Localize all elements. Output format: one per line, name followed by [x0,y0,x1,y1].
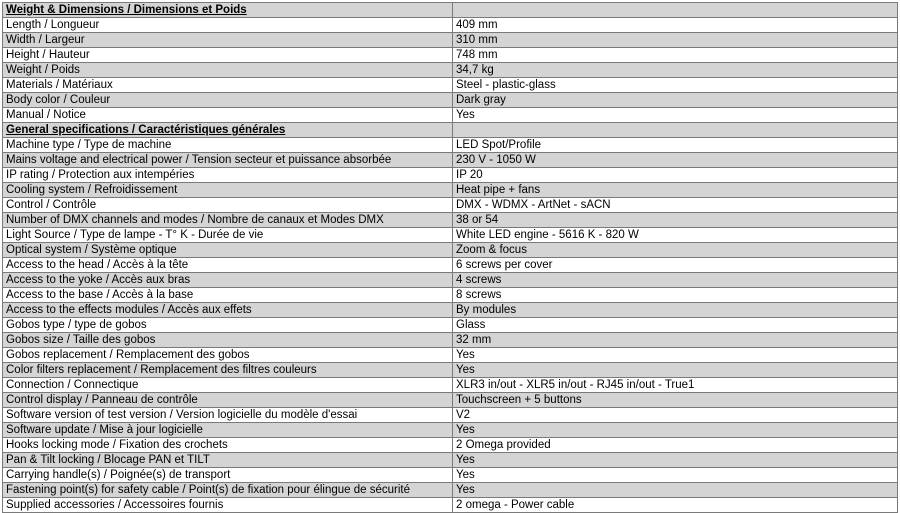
spec-value: 38 or 54 [453,213,898,228]
spec-value: Steel - plastic-glass [453,78,898,93]
spec-label: Materials / Matériaux [3,78,453,93]
spec-row [3,168,898,183]
spec-row [3,333,898,348]
spec-row [3,243,898,258]
spec-label: Access to the yoke / Accès aux bras [3,273,453,288]
spec-label: Color filters replacement / Remplacement des filtres couleurs [3,363,453,378]
spec-value: V2 [453,408,898,423]
spec-row [3,288,898,303]
spec-value: 8 screws [453,288,898,303]
spec-row [3,393,898,408]
spec-label: Width / Largeur [3,33,453,48]
spec-row [3,228,898,243]
spec-row [3,213,898,228]
spec-row [3,18,898,33]
section-header-row [3,3,898,18]
spec-value: Touchscreen + 5 buttons [453,393,898,408]
spec-label: Gobos replacement / Remplacement des gobos [3,348,453,363]
spec-row [3,363,898,378]
spec-label: Access to the effects modules / Accès aux effets [3,303,453,318]
spec-row [3,438,898,453]
spec-label: Supplied accessories / Accessoires fournis [3,498,453,513]
spec-row [3,273,898,288]
spec-label: Gobos size / Taille des gobos [3,333,453,348]
spec-label: Optical system / Système optique [3,243,453,258]
spec-value: IP 20 [453,168,898,183]
spec-value: DMX - WDMX - ArtNet - sACN [453,198,898,213]
spec-label: Mains voltage and electrical power / Tension secteur et puissance absorbée [3,153,453,168]
spec-row [3,318,898,333]
spec-value: 409 mm [453,18,898,33]
spec-value: 310 mm [453,33,898,48]
spec-row [3,408,898,423]
spec-value: 2 omega - Power cable [453,498,898,513]
spec-label: Manual / Notice [3,108,453,123]
spec-row [3,378,898,393]
spec-value: Heat pipe + fans [453,183,898,198]
spec-value: Yes [453,348,898,363]
spec-value: 2 Omega provided [453,438,898,453]
section-title: General specifications / Caractéristiques générales [3,123,453,138]
spec-row [3,108,898,123]
spec-value: LED Spot/Profile [453,138,898,153]
spec-value: Yes [453,483,898,498]
spec-value: 230 V - 1050 W [453,153,898,168]
spec-value: XLR3 in/out - XLR5 in/out - RJ45 in/out - True1 [453,378,898,393]
spec-label: Software version of test version / Version logicielle du modèle d'essai [3,408,453,423]
spec-label: Machine type / Type de machine [3,138,453,153]
section-title: Weight & Dimensions / Dimensions et Poids [3,3,453,18]
specifications-table [2,2,898,513]
spec-label: Gobos type / type de gobos [3,318,453,333]
spec-row [3,78,898,93]
spec-label: Carrying handle(s) / Poignée(s) de transport [3,468,453,483]
spec-row [3,348,898,363]
section-header-empty-cell [453,123,898,138]
spec-value: Yes [453,453,898,468]
spec-row [3,63,898,78]
spec-label: Connection / Connectique [3,378,453,393]
spec-value: Glass [453,318,898,333]
spec-value: 748 mm [453,48,898,63]
spec-value: 4 screws [453,273,898,288]
spec-label: Weight / Poids [3,63,453,78]
spec-value: White LED engine - 5616 K - 820 W [453,228,898,243]
spec-label: Number of DMX channels and modes / Nombre de canaux et Modes DMX [3,213,453,228]
spec-row [3,93,898,108]
section-header-row [3,123,898,138]
spec-row [3,48,898,63]
spec-label: Control display / Panneau de contrôle [3,393,453,408]
spec-row [3,198,898,213]
spec-label: Fastening point(s) for safety cable / Point(s) de fixation pour élingue de sécurité [3,483,453,498]
spec-label: Software update / Mise à jour logicielle [3,423,453,438]
spec-value: By modules [453,303,898,318]
spec-row [3,258,898,273]
spec-value: Yes [453,423,898,438]
specifications-table-body [3,3,898,513]
spec-value: Yes [453,363,898,378]
spec-label: Height / Hauteur [3,48,453,63]
spec-value: Yes [453,468,898,483]
spec-value: Zoom & focus [453,243,898,258]
spec-label: Control / Contrôle [3,198,453,213]
spec-row [3,183,898,198]
spec-row [3,138,898,153]
spec-row [3,498,898,513]
spec-row [3,453,898,468]
spec-value: 6 screws per cover [453,258,898,273]
spec-label: Pan & Tilt locking / Blocage PAN et TILT [3,453,453,468]
spec-value: 32 mm [453,333,898,348]
spec-row [3,423,898,438]
spec-label: Length / Longueur [3,18,453,33]
spec-label: Access to the head / Accès à la tête [3,258,453,273]
spec-row [3,468,898,483]
spec-label: Light Source / Type de lampe - T° K - Durée de vie [3,228,453,243]
spec-value: Yes [453,108,898,123]
spec-label: Access to the base / Accès à la base [3,288,453,303]
spec-label: Hooks locking mode / Fixation des crochets [3,438,453,453]
spec-row [3,483,898,498]
spec-value: Dark gray [453,93,898,108]
spec-row [3,303,898,318]
spec-row [3,153,898,168]
spec-label: Body color / Couleur [3,93,453,108]
spec-value: 34,7 kg [453,63,898,78]
spec-label: IP rating / Protection aux intempéries [3,168,453,183]
spec-row [3,33,898,48]
spec-label: Cooling system / Refroidissement [3,183,453,198]
section-header-empty-cell [453,3,898,18]
